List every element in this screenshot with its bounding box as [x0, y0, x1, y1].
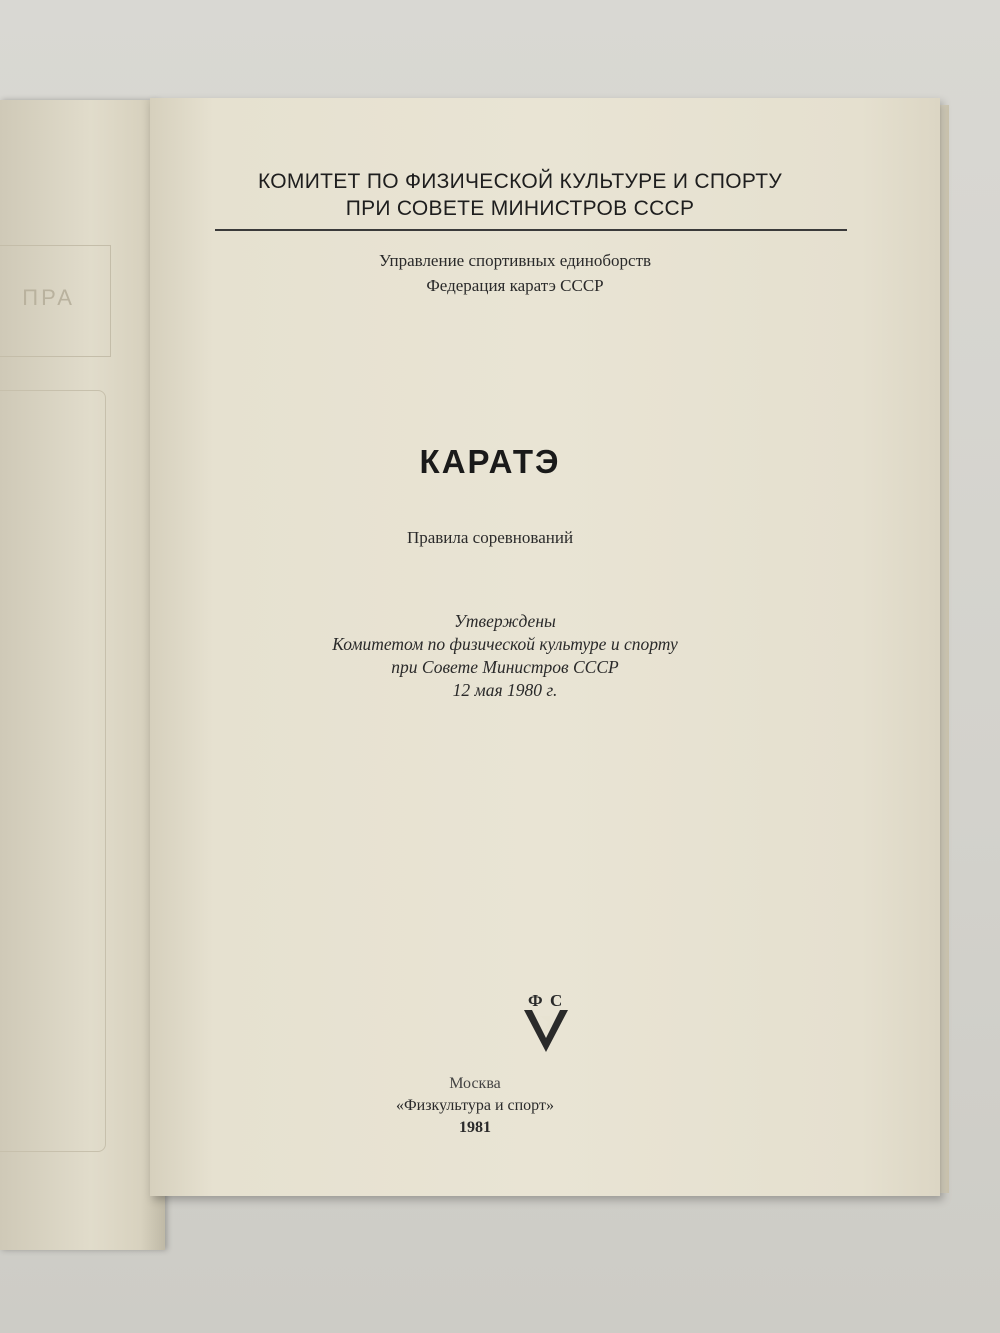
approved-line-4: 12 мая 1980 г.: [452, 680, 558, 700]
heading-divider: [215, 229, 847, 231]
svg-text:С: С: [550, 991, 563, 1010]
department-line-1: Управление спортивных единоборств: [378, 251, 652, 270]
department-block: [120, 248, 910, 298]
approved-line-1: Утверждены: [454, 611, 556, 631]
title-page: [150, 98, 940, 1196]
svg-text:Ф: Ф: [528, 991, 543, 1010]
book-subtitle: Правила соревнований: [406, 528, 574, 547]
left-page-peek-text: ПРА: [22, 285, 75, 310]
book-title: КАРАТЭ: [419, 443, 561, 480]
left-page-frame-bottom: [0, 390, 106, 1152]
imprint-publisher: «Физкультура и спорт»: [396, 1097, 554, 1114]
imprint-city: Москва: [449, 1075, 501, 1092]
committee-heading: [125, 168, 915, 222]
imprint-year: 1981: [459, 1119, 491, 1136]
committee-line-1: КОМИТЕТ ПО ФИЗИЧЕСКОЙ КУЛЬТУРЕ И СПОРТУ: [258, 170, 782, 193]
approved-line-3: при Совете Министров СССР: [391, 657, 619, 677]
approved-line-2: Комитетом по физической культуре и спорту: [332, 634, 678, 654]
imprint-block: [80, 1073, 870, 1139]
department-line-2: Федерация каратэ СССР: [426, 276, 604, 295]
approval-block: [110, 610, 900, 702]
committee-line-2: ПРИ СОВЕТЕ МИНИСТРОВ СССР: [345, 197, 695, 220]
publisher-logo-icon: [520, 986, 572, 1056]
